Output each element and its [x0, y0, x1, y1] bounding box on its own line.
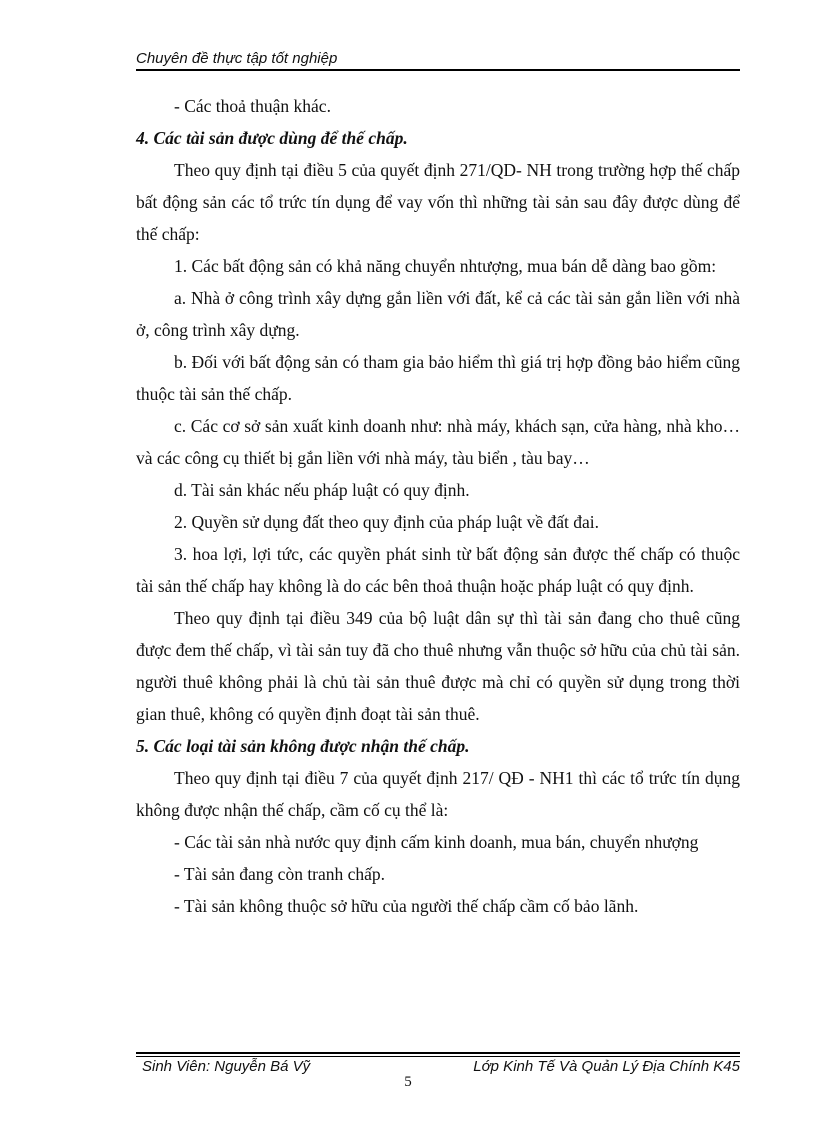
paragraph: Theo quy định tại điều 7 của quyết định 217/ QĐ - NH1 thì các tổ trức tín dụng không được nhận thế chấp, cầm cố cụ thể là: [136, 768, 740, 820]
paragraph: Theo quy định tại điều 349 của bộ luật dân sự thì tài sản đang cho thuê cũng được đem thế chấp, vì tài sản tuy đã cho thuê nhưng vẫn thuộc sở hữu của chủ tài sản. người thuê không phải là chủ tài sản thuê được mà chỉ có quyền sử dụng trong thời gian thuê, không có quyền định đoạt tài sản thuê. [136, 608, 740, 724]
paragraph: 3. hoa lợi, lợi tức, các quyền phát sinh từ bất động sản được thế chấp có thuộc tài sản thế chấp hay không là do các bên thoả thuận hoặc pháp luật có quy định. [136, 544, 740, 596]
paragraph: 2. Quyền sử dụng đất theo quy định của pháp luật về đất đai. [174, 512, 600, 532]
footer-rule-thin [136, 1056, 740, 1057]
page-header: Chuyên đề thực tập tốt nghiệp [136, 50, 338, 67]
section-heading: 4. Các tài sản được dùng để thế chấp. [136, 128, 408, 148]
paragraph: 1. Các bất động sản có khả năng chuyển nhtượng, mua bán dễ dàng bao gồm: [174, 256, 717, 276]
paragraph: a. Nhà ở công trình xây dựng gắn liền với đất, kể cả các tài sản gắn liền với nhà ở, công trình xây dựng. [136, 288, 740, 340]
page-number: 5 [404, 1074, 412, 1090]
header-rule [136, 69, 740, 71]
paragraph: c. Các cơ sở sản xuất kinh doanh như: nhà máy, khách sạn, cửa hàng, nhà kho… và các công cụ thiết bị gắn liền với nhà máy, tàu biển , tàu bay… [136, 416, 740, 468]
document-body [136, 90, 740, 922]
paragraph: d. Tài sản khác nếu pháp luật có quy định. [174, 480, 470, 500]
footer-class: Lớp Kinh Tế Và Quản Lý Địa Chính K45 [473, 1058, 740, 1075]
paragraph: - Các thoả thuận khác. [174, 96, 331, 116]
paragraph: b. Đối với bất động sản có tham gia bảo hiểm thì giá trị hợp đồng bảo hiểm cũng thuộc tài sản thế chấp. [136, 352, 740, 404]
paragraph: - Tài sản không thuộc sở hữu của người thế chấp cầm cố bảo lãnh. [174, 896, 639, 916]
footer-student: Sinh Viên: Nguyễn Bá Vỹ [142, 1058, 311, 1075]
footer-rule [136, 1052, 740, 1054]
section-heading: 5. Các loại tài sản không được nhận thế chấp. [136, 736, 470, 756]
paragraph: Theo quy định tại điều 5 của quyết định 271/QD- NH trong trường hợp thế chấp bất động sản các tổ trức tín dụng để vay vốn thì những tài sản sau đây được dùng để thế chấp: [136, 160, 740, 244]
paragraph: - Các tài sản nhà nước quy định cấm kinh doanh, mua bán, chuyển nhượng [174, 832, 699, 852]
paragraph: - Tài sản đang còn tranh chấp. [174, 864, 386, 884]
